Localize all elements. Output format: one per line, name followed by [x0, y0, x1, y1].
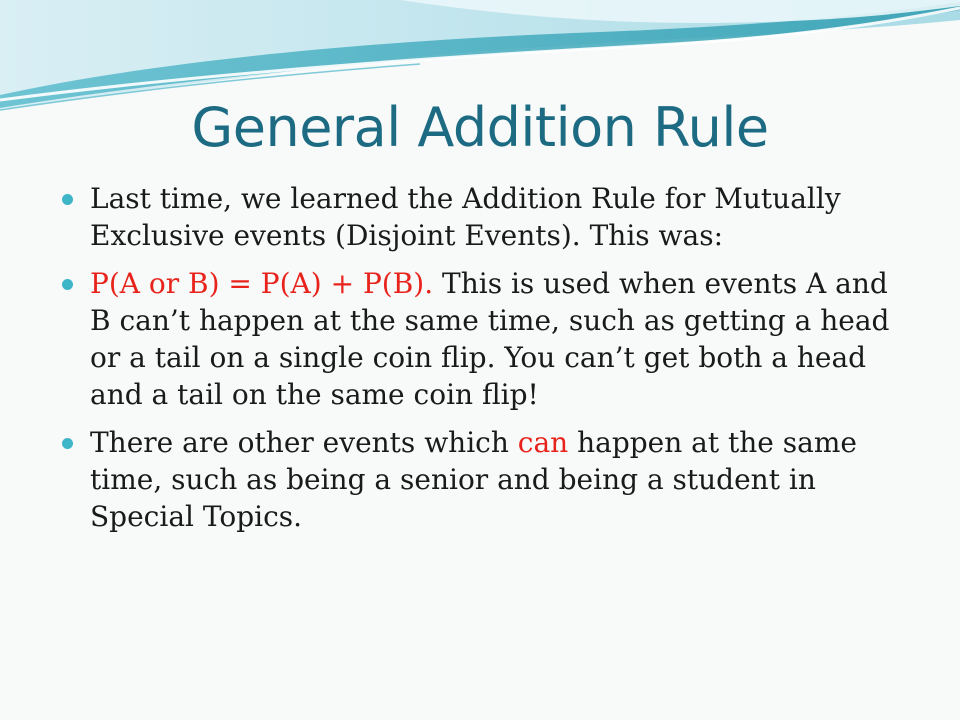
bullet-item	[60, 424, 900, 535]
bullet-text-after: happen at the same time, such as being a senior and being a student in Special Topics.	[90, 426, 857, 533]
bullet-text: Last time, we learned the Addition Rule for Mutually Exclusive events (Disjoint Events). This was:	[90, 182, 841, 252]
slide-title: General Addition Rule	[191, 96, 769, 159]
bullet-text-before: There are other events which	[90, 426, 518, 459]
formula-highlight: P(A or B) = P(A) + P(B).	[90, 267, 434, 300]
bullet-dot-icon	[62, 279, 73, 290]
bullet-list	[60, 180, 900, 546]
bullet-item	[60, 265, 900, 413]
bullet-dot-icon	[62, 438, 73, 449]
bullet-item	[60, 180, 900, 254]
emphasis-highlight: can	[517, 426, 569, 459]
bullet-dot-icon	[62, 194, 73, 205]
bullet-text: This is used when events A and B can’t happen at the same time, such as getting a head or a tail on a single coin flip. You can’t get both a head and a tail on the same coin flip!	[90, 267, 890, 411]
